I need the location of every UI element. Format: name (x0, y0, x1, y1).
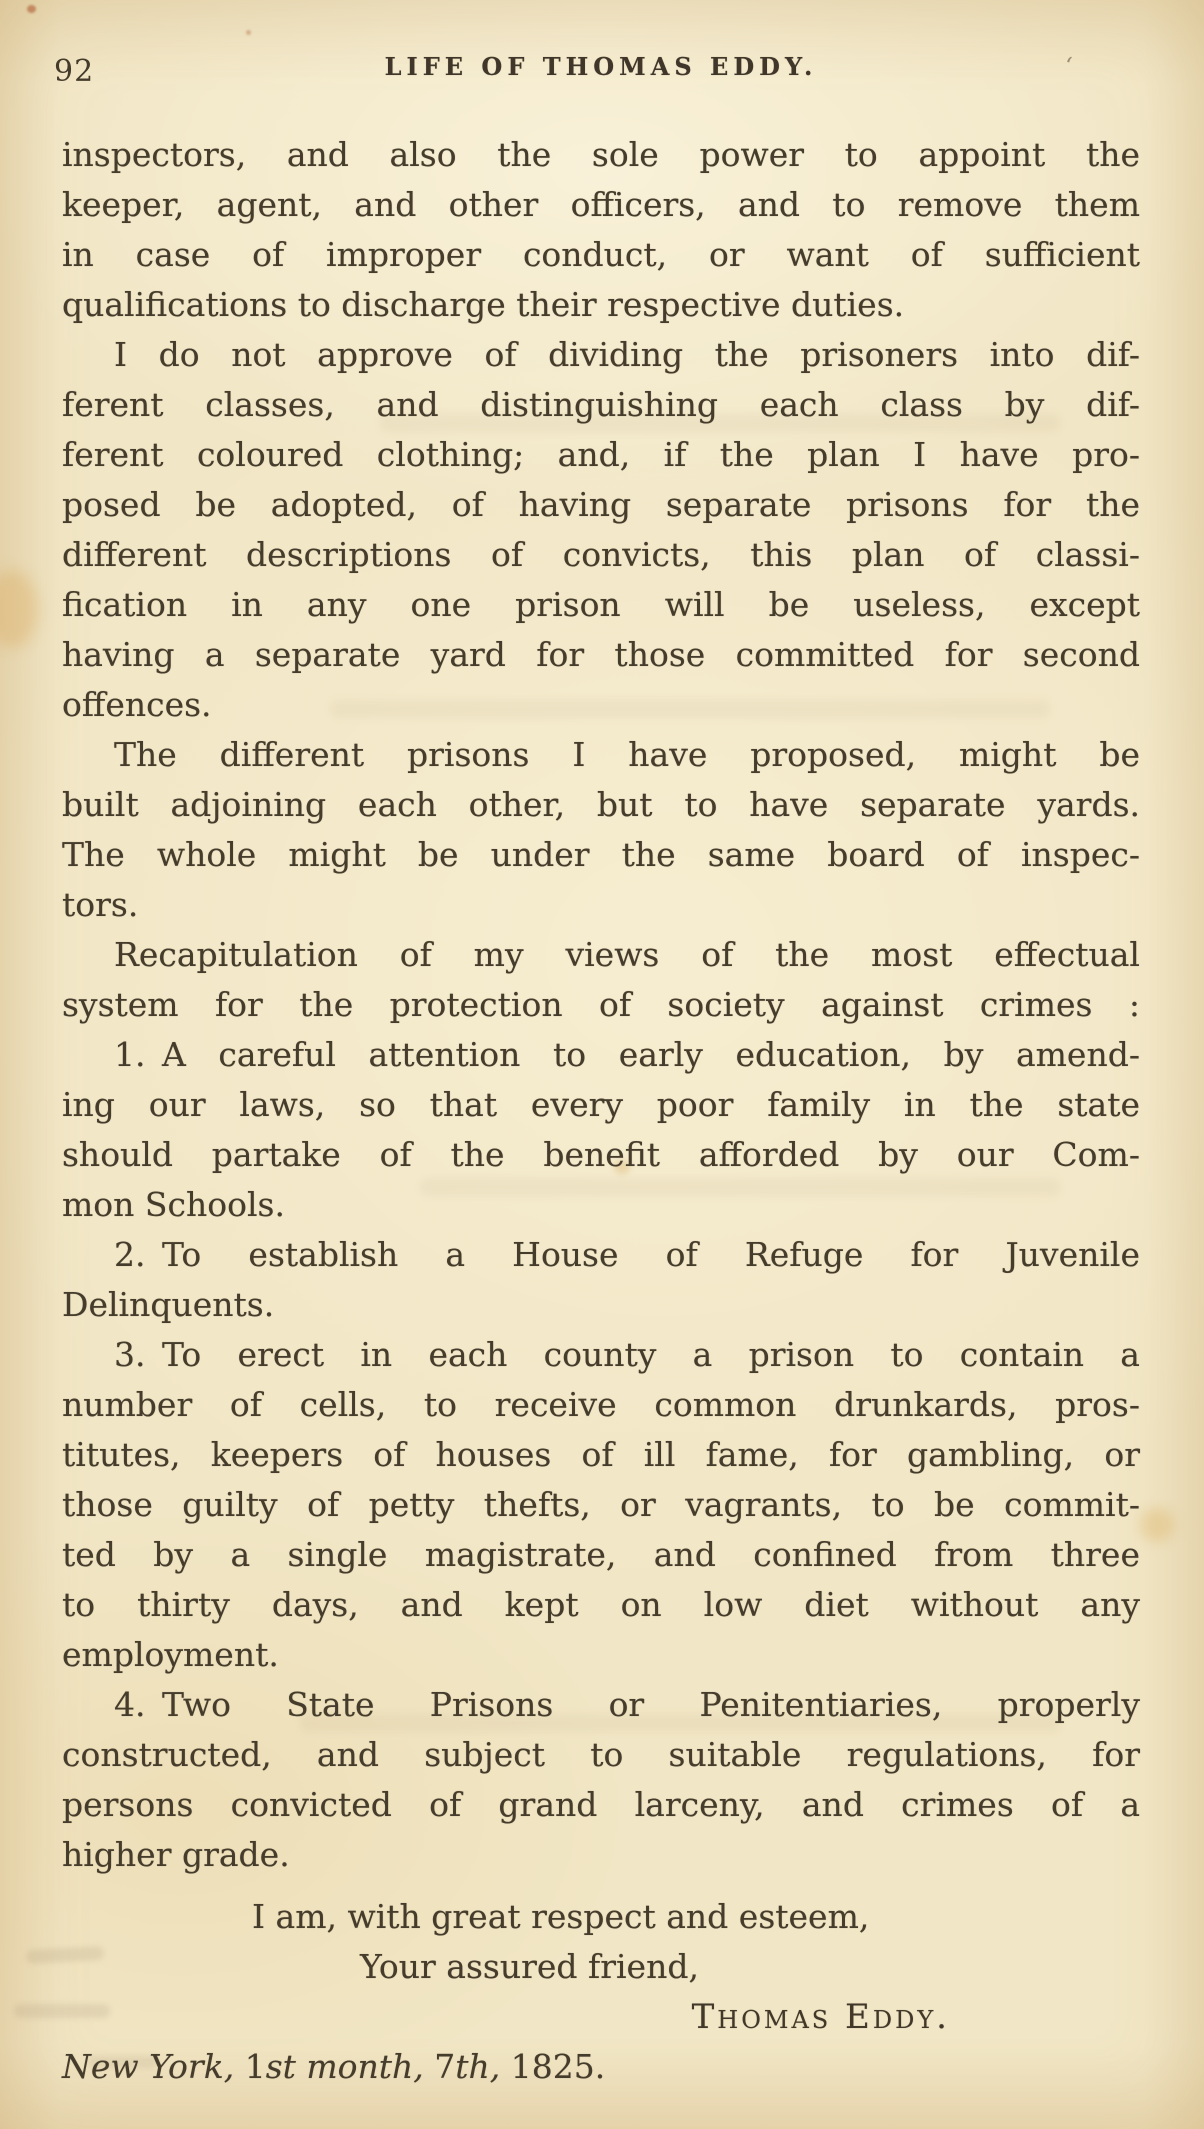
paragraph (62, 1330, 1140, 1680)
text-line: number of cells, to receive common drunkards, pros- (62, 1385, 1140, 1424)
running-title: LIFE OF THOMAS EDDY. (384, 52, 818, 81)
paper-stain (1140, 1508, 1174, 1542)
text-line: ferent classes, and distinguishing each class by dif- (62, 385, 1140, 424)
text-line: ing our laws, so that every poor family in the state (62, 1085, 1140, 1124)
text-line: Delinquents. (62, 1285, 275, 1324)
date-segment: 7 (434, 2047, 456, 2086)
text-line: in case of improper conduct, or want of sufficient (62, 235, 1140, 274)
paragraph (62, 130, 1140, 330)
page-number: 92 (54, 54, 95, 89)
text-line: The whole might be under the same board of inspec- (62, 835, 1140, 874)
text-line: constructed, and subject to suitable regulations, for (62, 1735, 1140, 1774)
text-line: built adjoining each other, but to have separate yards. (62, 785, 1140, 824)
paragraph (62, 1230, 1140, 1330)
date-segment: 1 (244, 2047, 266, 2086)
text-line: higher grade. (62, 1835, 290, 1874)
signature: Thomas Eddy. (691, 1997, 950, 2037)
text-line: those guilty of petty thefts, or vagrants, to be commit- (62, 1485, 1140, 1524)
closing-line-friend: Your assured friend, (360, 1947, 699, 1986)
text-line: 3. To erect in each county a prison to contain a (114, 1335, 1140, 1374)
text-line: Recapitulation of my views of the most effectual (114, 935, 1140, 974)
text-line: keeper, agent, and other officers, and to remove them (62, 185, 1140, 224)
paragraph (62, 1680, 1140, 1880)
text-line: The different prisons I have proposed, might be (114, 735, 1140, 774)
text-line: having a separate yard for those committed for second (62, 635, 1140, 674)
date-segment: month, (306, 2047, 435, 2086)
paragraph (62, 1030, 1140, 1230)
text-line: inspectors, and also the sole power to appoint the (62, 135, 1140, 174)
paper-stain (0, 570, 38, 648)
ink-spot (246, 30, 251, 35)
closing-line-respect: I am, with great respect and esteem, (252, 1897, 870, 1936)
paragraph (62, 930, 1140, 1030)
date-segment: 1825. (510, 2047, 606, 2086)
date-segment: st (265, 2047, 307, 2086)
text-line: 4. Two State Prisons or Penitentiaries, properly (114, 1685, 1140, 1724)
text-line: persons convicted of grand larceny, and crimes of a (62, 1785, 1140, 1824)
date-segment: New York, (62, 2047, 245, 2086)
paragraph-list (62, 130, 1140, 1880)
paragraph (62, 330, 1140, 730)
text-line: ted by a single magistrate, and confined from three (62, 1535, 1140, 1574)
text-line: employment. (62, 1635, 279, 1674)
text-line: offences. (62, 685, 212, 724)
text-line: different descriptions of convicts, this plan of classi- (62, 535, 1140, 574)
ink-spot (27, 5, 36, 13)
paragraph (62, 730, 1140, 930)
letter-closing (62, 1892, 1140, 2092)
text-line: ferent coloured clothing; and, if the plan I have pro- (62, 435, 1140, 474)
text-line: posed be adopted, of having separate prisons for the (62, 485, 1140, 524)
text-line: 1. A careful attention to early education, by amend- (114, 1035, 1140, 1074)
text-line: to thirty days, and kept on low diet without any (62, 1585, 1140, 1624)
text-line: qualifications to discharge their respective duties. (62, 285, 905, 324)
stray-mark: ‘ (1061, 51, 1075, 81)
text-line: 2. To establish a House of Refuge for Juvenile (114, 1235, 1140, 1274)
date-segment: th, (455, 2047, 511, 2086)
text-line: fication in any one prison will be useless, except (62, 585, 1140, 624)
date-line (62, 2042, 1140, 2092)
text-line: titutes, keepers of houses of ill fame, for gambling, or (62, 1435, 1140, 1474)
body-text (62, 130, 1140, 2092)
text-line: should partake of the benefit afforded by our Com- (62, 1135, 1140, 1174)
text-line: I do not approve of dividing the prisoners into dif- (114, 335, 1140, 374)
text-line: tors. (62, 885, 139, 924)
text-line: mon Schools. (62, 1185, 285, 1224)
page-header (54, 51, 1140, 92)
text-line: system for the protection of society against crimes : (62, 985, 1140, 1024)
